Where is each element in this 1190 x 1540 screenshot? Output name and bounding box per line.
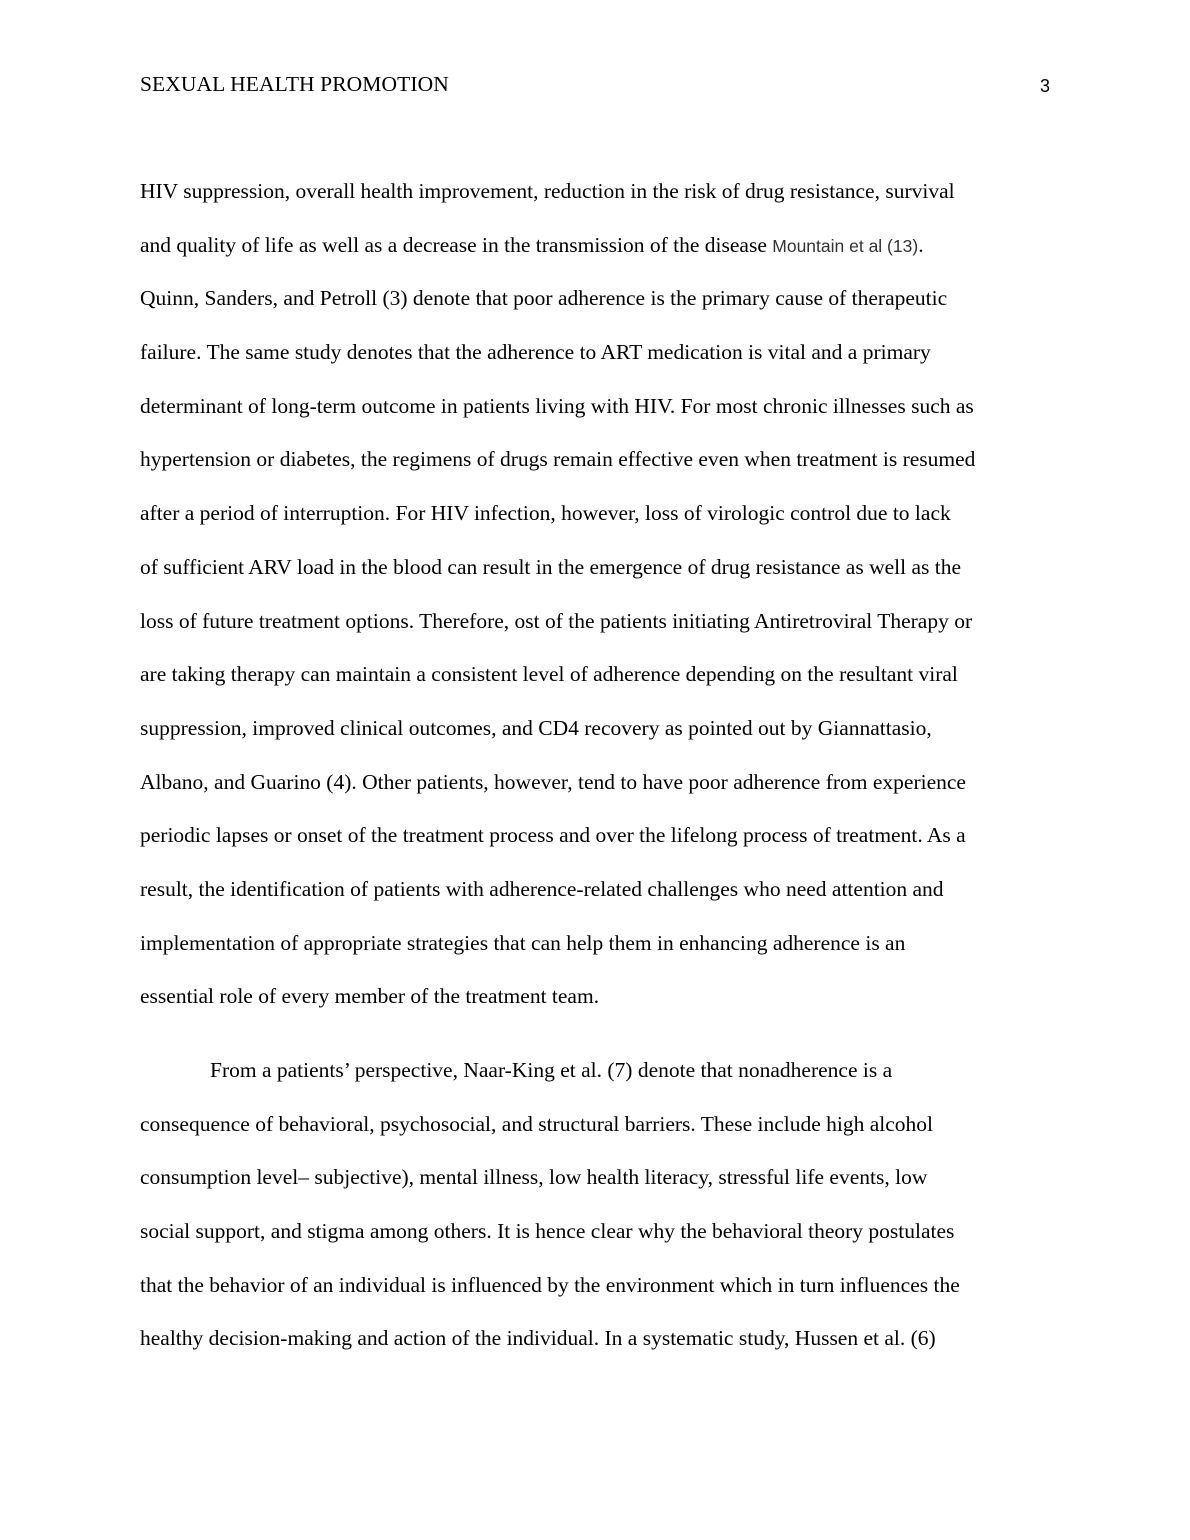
paragraph-1-line-16: essential role of every member of the treatment team. xyxy=(140,984,600,1009)
paragraph-1-line-6: hypertension or diabetes, the regimens of drugs remain effective even when treatment is resumed xyxy=(140,447,976,472)
paragraph-1-line-4: failure. The same study denotes that the adherence to ART medication is vital and a primary xyxy=(140,340,931,365)
paragraph-1-line-3: Quinn, Sanders, and Petroll (3) denote that poor adherence is the primary cause of therapeutic xyxy=(140,286,948,311)
paragraph-1-line-13: periodic lapses or onset of the treatment process and over the lifelong process of treatment. As a xyxy=(140,823,966,848)
citation-mountain: Mountain et al (13) xyxy=(772,235,919,256)
body-text xyxy=(140,165,1070,1366)
paragraph-2-line-4: social support, and stigma among others. It is hence clear why the behavioral theory postulates xyxy=(140,1219,955,1244)
paragraph-1-line-1: HIV suppression, overall health improvement, reduction in the risk of drug resistance, survival xyxy=(140,179,955,203)
paragraph-1 xyxy=(140,165,1070,1024)
paragraph-2-line-3: consumption level– subjective), mental illness, low health literacy, stressful life events, low xyxy=(140,1165,928,1190)
paragraph-1-line-8: of sufficient ARV load in the blood can result in the emergence of drug resistance as well as the xyxy=(140,554,962,579)
paragraph-2-line-5: that the behavior of an individual is influenced by the environment which in turn influences the xyxy=(140,1272,960,1297)
paragraph-1-line-12: Albano, and Guarino (4). Other patients, however, tend to have poor adherence from experience xyxy=(140,769,966,794)
running-head: SEXUAL HEALTH PROMOTION xyxy=(140,72,449,96)
paragraph-1-line-14: result, the identification of patients with adherence-related challenges who need attention and xyxy=(140,876,944,901)
paragraph-1-line-15: implementation of appropriate strategies that can help them in enhancing adherence is an xyxy=(140,930,906,955)
paragraph-1-line-2-end: . xyxy=(918,232,924,257)
paragraph-1-line-5: determinant of long-term outcome in patients living with HIV. For most chronic illnesses such as xyxy=(140,393,974,418)
paragraph-2 xyxy=(140,1044,1070,1366)
paragraph-2-line-1: From a patients’ perspective, Naar-King et al. (7) denote that nonadherence is a xyxy=(210,1058,893,1082)
paragraph-2-line-2: consequence of behavioral, psychosocial, and structural barriers. These include high alcohol xyxy=(140,1111,934,1136)
paragraph-1-line-10: are taking therapy can maintain a consistent level of adherence depending on the resultant viral xyxy=(140,662,958,687)
paragraph-2-line-6: healthy decision-making and action of the individual. In a systematic study, Hussen et al. (6) xyxy=(140,1326,936,1351)
paragraph-1-line-7: after a period of interruption. For HIV infection, however, loss of virologic control due to lack xyxy=(140,501,951,526)
paragraph-1-line-11: suppression, improved clinical outcomes, and CD4 recovery as pointed out by Giannattasio, xyxy=(140,715,932,740)
paragraph-spacer xyxy=(140,1024,1070,1044)
page-number: 3 xyxy=(1039,76,1050,96)
paragraph-1-line-9: loss of future treatment options. Therefore, ost of the patients initiating Antiretroviral Therapy or xyxy=(140,608,973,633)
paragraph-1-line-2-text: and quality of life as well as a decrease in the transmission of the disease xyxy=(140,232,773,257)
paragraph-1-line-2 xyxy=(140,219,1070,273)
